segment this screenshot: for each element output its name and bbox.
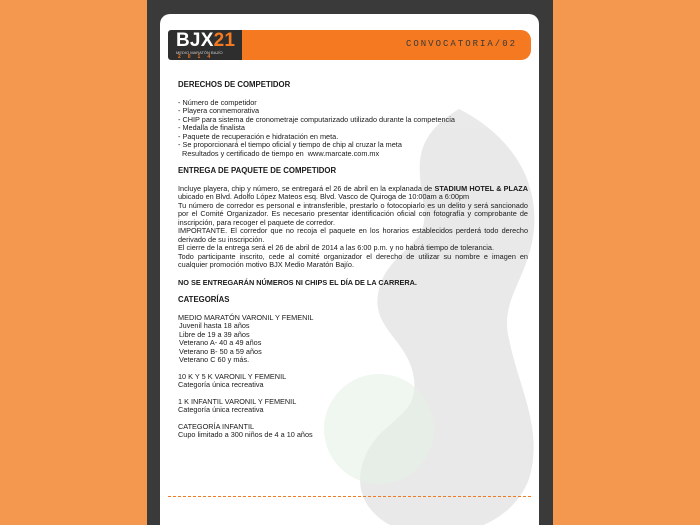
- category-group: [178, 398, 528, 415]
- list-item: Juvenil hasta 18 años: [179, 321, 250, 330]
- list-item: Libre de 19 a 39 años: [179, 329, 250, 339]
- category-group-title: 1 K INFANTIL VARONIL Y FEMENIL: [178, 396, 297, 406]
- category-group-title: MEDIO MARATÓN VARONIL Y FEMENIL: [178, 312, 314, 322]
- list-item: - Se proporcionará el tiempo oficial y tiempo de chip al cruzar la meta: [178, 140, 402, 149]
- list-item: Veterano C 60 y más.: [179, 355, 250, 364]
- category-group: [178, 314, 528, 365]
- document-page: [160, 14, 539, 525]
- page-header: [168, 30, 531, 60]
- entrega-paragraph-5: Todo participante inscrito, cede al comité organizador el derecho de utilizar su nombre e imagen en cualquier promoción motivo BJX Medio Maratón Bajío.: [178, 251, 528, 269]
- entrega-paragraph-1: Incluye playera, chip y número, se entregará el 26 de abril en la explanada de STADIUM HOTEL & PLAZA ubicado en Blvd. Adolfo López Mateos esq. Blvd. Vasco de Quiroga de 10:00am a 6:00pm: [178, 183, 529, 201]
- list-item: Veterano A- 40 a 49 años: [179, 338, 262, 347]
- derechos-list: [178, 99, 528, 159]
- category-group: [178, 373, 528, 390]
- section-heading-derechos: DERECHOS DE COMPETIDOR: [178, 80, 291, 89]
- list-item: - Medalla de finalista: [178, 123, 245, 132]
- category-group-title: 10 K Y 5 K VARONIL Y FEMENIL: [178, 371, 287, 381]
- bjx-logo: [168, 30, 242, 60]
- list-item: Cupo limitado a 300 niños de 4 a 10 años: [178, 430, 313, 439]
- entrega-paragraph-4: El cierre de la entrega será el 26 de abril de 2014 a las 6:00 p.m. y no habrá tiempo de tolerancia.: [178, 243, 494, 252]
- list-item: Resultados y certificado de tiempo en www.marcate.com.mx: [178, 148, 380, 158]
- entrega-paragraph-2: Tu número de corredor es personal e intransferible, prestarlo o fotocopiarlo es un delito y será sancionado por el Comité Organizador. Es necesario presentar identificación oficial con fotografía y comprobante de inscripción, para recoger el paquete de corredor.: [178, 200, 528, 227]
- section-heading-entrega: ENTREGA DE PAQUETE DE COMPETIDOR: [178, 166, 337, 175]
- list-item: Categoría única recreativa: [178, 405, 264, 414]
- document-content: [178, 81, 528, 440]
- category-group: [178, 423, 528, 440]
- header-title: CONVOCATORIA/02: [405, 39, 517, 49]
- list-item: - CHIP para sistema de cronometraje computarizado utilizado durante la competencia: [178, 114, 455, 124]
- logo-wordmark: BJX21: [176, 30, 236, 51]
- header-bar: [242, 30, 531, 60]
- entrega-paragraph-3: IMPORTANTE. El corredor que no recoja el paquete en los horarios establecidos perderá todo derecho derivado de su inscripción.: [178, 226, 528, 244]
- logo-year: 2014: [178, 54, 218, 60]
- list-item: - Número de competidor: [178, 97, 257, 107]
- logo-subtitle: MEDIO MARATÓN BAJÍO: [176, 50, 223, 55]
- category-group-title: CATEGORÍA INFANTIL: [178, 421, 255, 431]
- section-heading-categorias: CATEGORÍAS: [178, 295, 230, 304]
- entrega-notice: NO SE ENTREGARÁN NÚMEROS NI CHIPS EL DÍA DE LA CARRERA.: [178, 277, 417, 287]
- list-item: Categoría única recreativa: [178, 380, 264, 389]
- list-item: - Playera conmemorativa: [178, 106, 260, 115]
- list-item: Veterano B- 50 a 59 años: [179, 346, 262, 356]
- list-item: - Paquete de recuperación e hidratación en meta.: [178, 131, 339, 141]
- footer-divider: [168, 496, 531, 497]
